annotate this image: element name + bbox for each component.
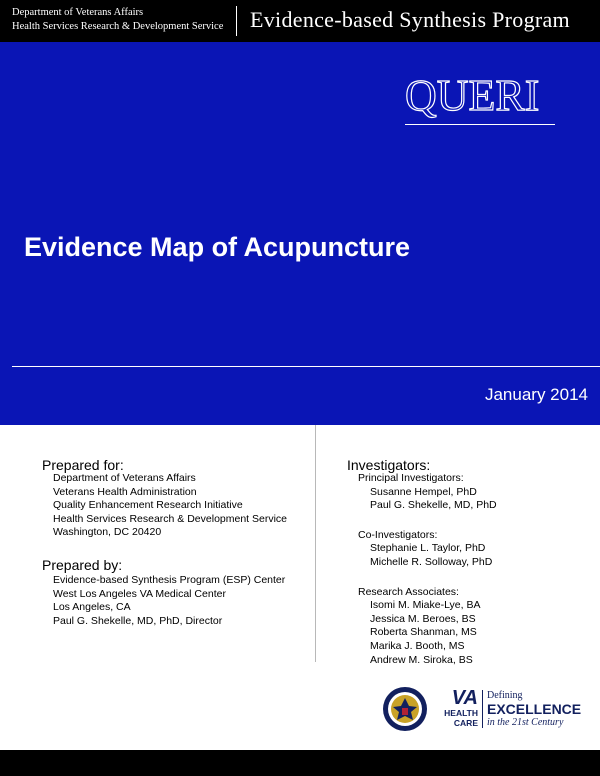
co-investigators-label: Co-Investigators: <box>358 528 438 541</box>
queri-logo-underline <box>405 124 555 125</box>
program-title: Evidence-based Synthesis Program <box>250 7 570 32</box>
va-seal-icon <box>382 686 428 732</box>
top-banner <box>0 0 600 42</box>
research-associate: Marika J. Booth, MS <box>370 639 465 652</box>
prepared-for-line: Quality Enhancement Research Initiative <box>53 499 243 512</box>
co-investigator: Michelle R. Solloway, PhD <box>370 555 493 568</box>
research-associate: Andrew M. Siroka, BS <box>370 653 473 666</box>
cover-panel <box>0 42 600 425</box>
prepared-for-line: Washington, DC 20420 <box>53 526 162 539</box>
investigators-list <box>358 472 497 667</box>
principal-investigators-label: Principal Investigators: <box>358 472 464 484</box>
prepared-by-line: West Los Angeles VA Medical Center <box>53 587 226 600</box>
research-associate: Jessica M. Beroes, BS <box>370 612 476 625</box>
prepared-by-line: Paul G. Shekelle, MD, PhD, Director <box>53 614 223 627</box>
prepared-by-line: Evidence-based Synthesis Program (ESP) Center <box>53 574 286 586</box>
prepared-for-line: Veterans Health Administration <box>53 485 197 498</box>
research-associate: Isomi M. Miake-Lye, BA <box>370 599 481 612</box>
va-health-care-wordmark <box>438 688 478 728</box>
department-line-1: Department of Veterans Affairs <box>12 7 144 18</box>
header-divider <box>236 6 237 36</box>
research-associate: Roberta Shanman, MS <box>370 626 477 639</box>
prepared-for-list <box>53 472 287 540</box>
principal-investigator: Susanne Hempel, PhD <box>370 485 477 498</box>
excellence-text: EXCELLENCE <box>487 701 582 717</box>
health-text: HEALTH <box>444 708 478 718</box>
va-text: VA <box>451 687 478 709</box>
investigators-heading: Investigators: <box>347 457 431 473</box>
va-health-care-logo <box>382 686 582 732</box>
prepared-by-list <box>53 574 285 628</box>
department-name <box>12 6 223 34</box>
prepared-by-heading: Prepared by: <box>42 557 123 573</box>
bottom-banner <box>0 750 600 776</box>
logo-divider <box>482 690 483 728</box>
principal-investigator: Paul G. Shekelle, MD, PhD <box>370 499 497 512</box>
column-divider <box>315 425 316 662</box>
department-line-2: Health Services Research & Development Service <box>12 21 224 32</box>
research-associates-label: Research Associates: <box>358 585 459 598</box>
care-text: CARE <box>453 718 478 728</box>
report-date: January 2014 <box>484 385 588 404</box>
prepared-for-line: Health Services Research & Development Service <box>53 512 288 525</box>
defining-excellence-tagline <box>487 690 581 728</box>
prepared-for-line: Department of Veterans Affairs <box>53 472 196 484</box>
prepared-for-heading: Prepared for: <box>42 457 124 473</box>
defining-text: Defining <box>487 690 523 701</box>
cover-rule <box>12 366 600 367</box>
co-investigator: Stephanie L. Taylor, PhD <box>370 542 486 555</box>
century-text: in the 21st Century <box>487 717 564 728</box>
prepared-by-line: Los Angeles, CA <box>53 601 131 614</box>
queri-logo: QUERI <box>405 71 540 120</box>
report-title: Evidence Map of Acupuncture <box>24 232 411 262</box>
